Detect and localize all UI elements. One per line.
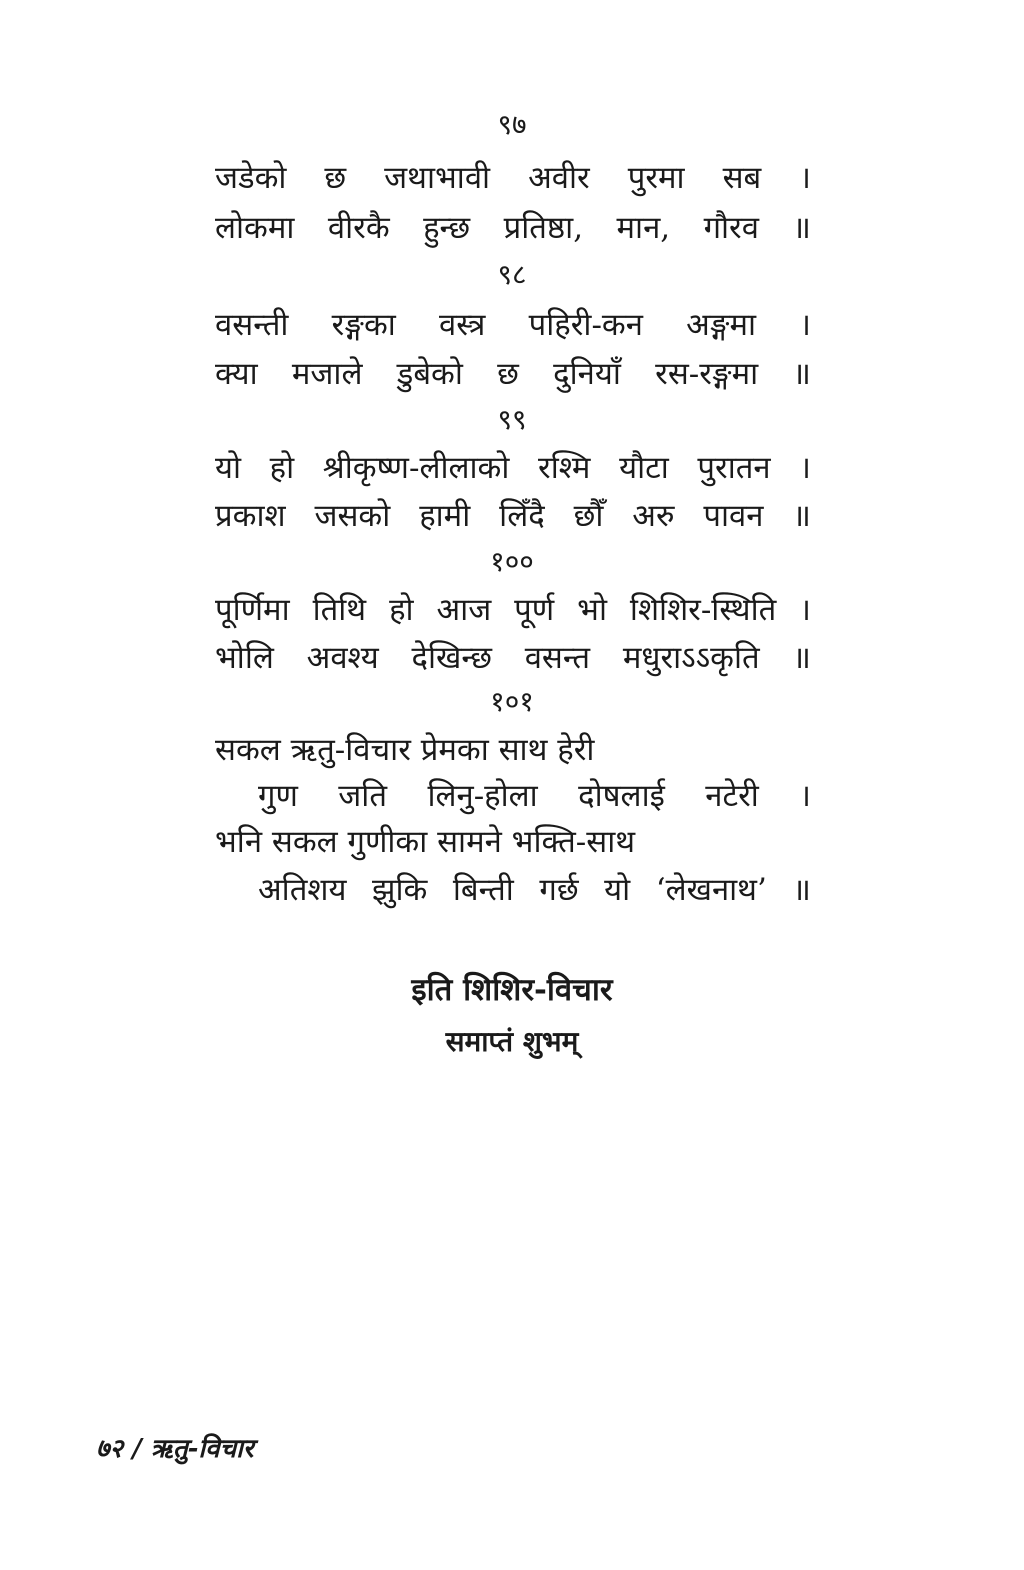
verse-line: प्रकाश जसको हामी लिँदै छौँ अरु पावन ॥ — [215, 498, 811, 534]
verse-line: भनि सकल गुणीका सामने भक्ति-साथ — [215, 824, 636, 860]
verse-line: अतिशय झुकि बिन्ती गर्छ यो ‘लेखनाथ’ ॥ — [258, 872, 811, 908]
verse-line: भोलि अवश्य देखिन्छ वसन्त मधुराऽऽकृति ॥ — [215, 640, 811, 676]
verse-number: १०१ — [490, 685, 534, 718]
page-footer: ७२ / ऋतु-विचार — [96, 1434, 254, 1464]
verse-number: १०० — [490, 545, 534, 578]
verse-line: यो हो श्रीकृष्ण-लीलाको रश्मि यौटा पुरातन । — [215, 450, 811, 486]
verse-line: सकल ऋतु-विचार प्रेमका साथ हेरी — [215, 732, 595, 768]
verse-line: पूर्णिमा तिथि हो आज पूर्ण भो शिशिर-स्थिति । — [215, 592, 811, 628]
verse-line: वसन्ती रङ्गका वस्त्र पहिरी-कन अङ्गमा । — [215, 307, 811, 343]
closing-subtitle: समाप्तं शुभम् — [445, 1025, 579, 1058]
verse-line: जडेको छ जथाभावी अवीर पुरमा सब । — [215, 160, 811, 196]
verse-line: क्या मजाले डुबेको छ दुनियाँ रस-रङ्गमा ॥ — [215, 356, 811, 392]
verse-number: ९७ — [497, 108, 527, 141]
closing-title: इति शिशिर-विचार — [411, 972, 613, 1008]
verse-number: ९८ — [497, 258, 527, 291]
verse-line: गुण जति लिनु-होला दोषलाई नटेरी । — [258, 778, 811, 814]
verse-line: लोकमा वीरकै हुन्छ प्रतिष्ठा, मान, गौरव ॥ — [215, 210, 811, 246]
verse-number: ९९ — [497, 403, 527, 436]
